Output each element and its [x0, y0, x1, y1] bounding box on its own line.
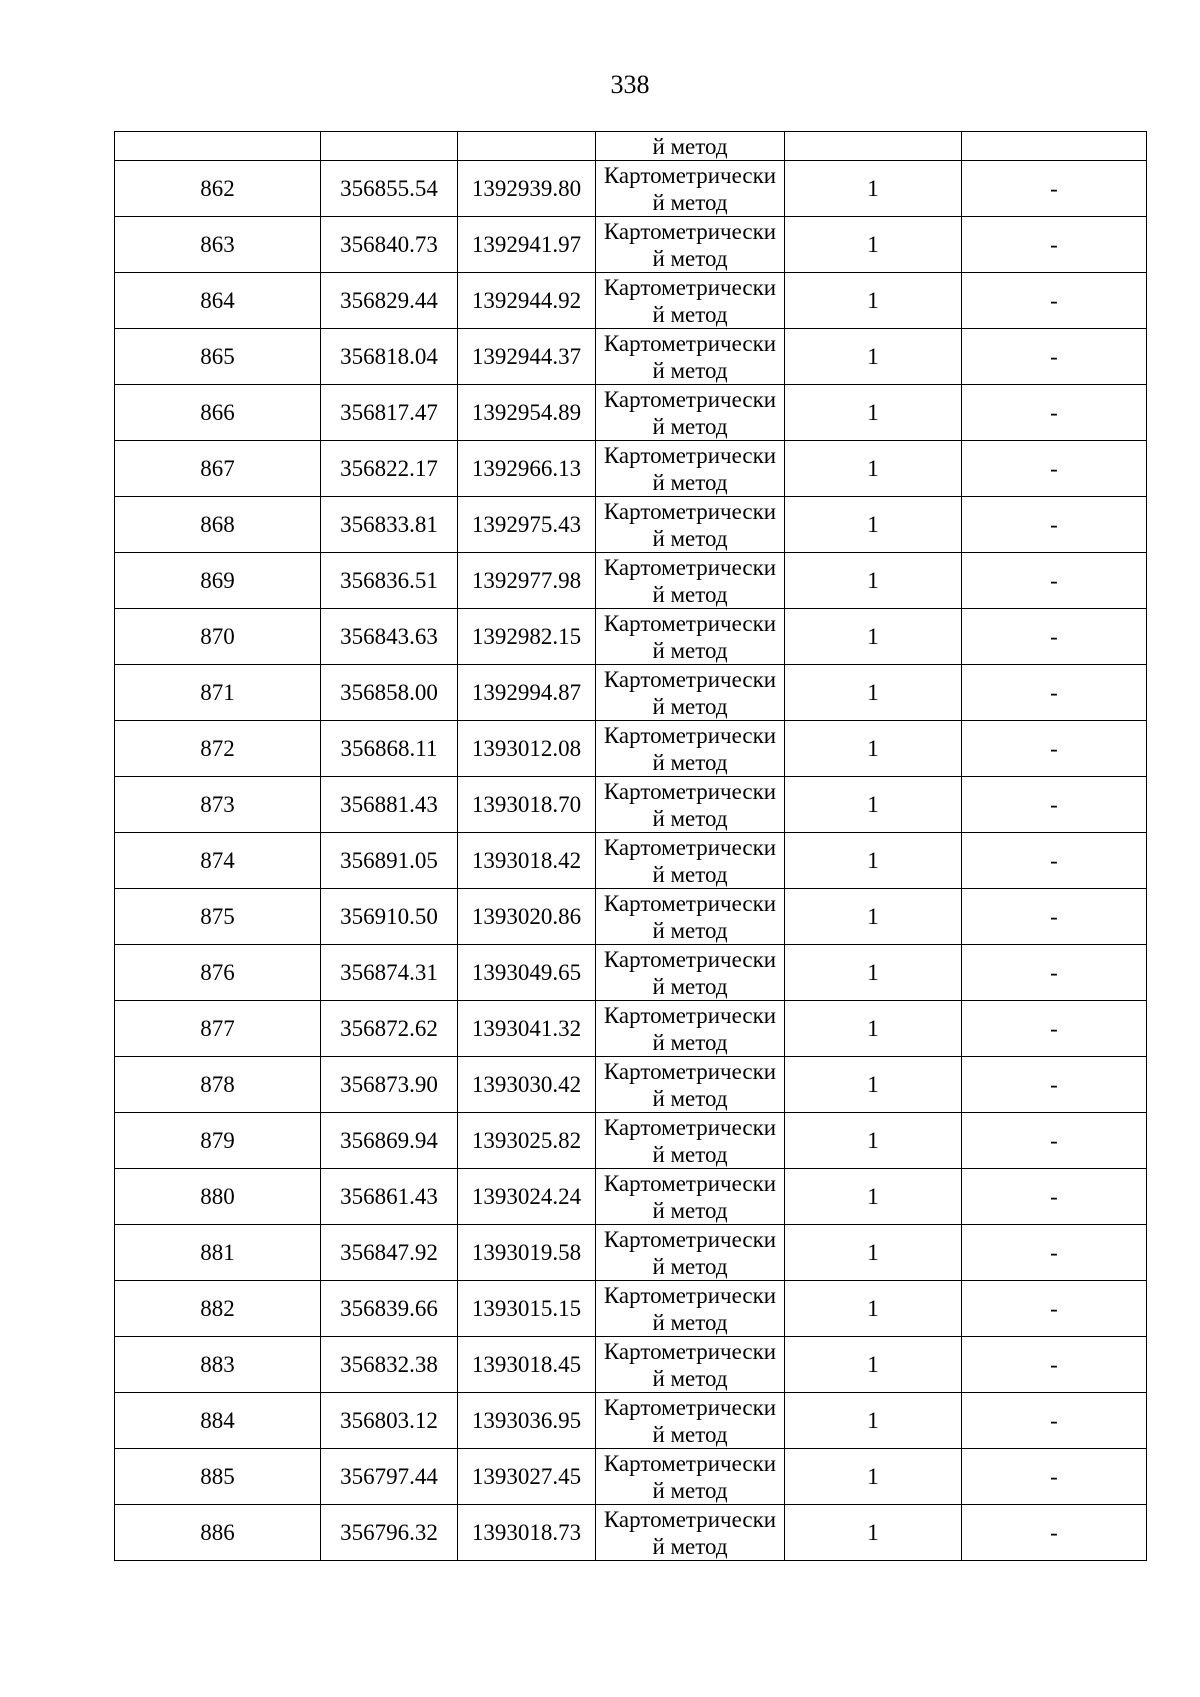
cell-point-number: 862	[115, 161, 321, 217]
cell-method	[596, 441, 785, 497]
method-line-2: й метод	[652, 357, 728, 383]
cell-accuracy: 1	[785, 217, 962, 273]
method-line-2: й метод	[652, 1477, 728, 1503]
cell-note: -	[962, 609, 1147, 665]
cell-method	[596, 1225, 785, 1281]
table-row	[115, 1281, 1147, 1337]
table-row	[115, 1057, 1147, 1113]
method-line-1: Картометрически	[603, 946, 777, 972]
cell-x: 356868.11	[321, 721, 458, 777]
method-line-2: й метод	[652, 1309, 728, 1335]
cell-x: 356818.04	[321, 329, 458, 385]
cell-x: 356891.05	[321, 833, 458, 889]
cell-point-number: 885	[115, 1449, 321, 1505]
table-row	[115, 497, 1147, 553]
method-line-2: й метод	[652, 469, 728, 495]
cell-point-number: 886	[115, 1505, 321, 1561]
cell-note: -	[962, 329, 1147, 385]
cell-y: 1393027.45	[458, 1449, 596, 1505]
cell-method	[596, 1169, 785, 1225]
table-row	[115, 385, 1147, 441]
cell-note: -	[962, 1057, 1147, 1113]
cell-note: -	[962, 273, 1147, 329]
cell-point-number: 878	[115, 1057, 321, 1113]
method-line-1: Картометрически	[603, 778, 777, 804]
cell-point-number: 871	[115, 665, 321, 721]
cell-x: 356872.62	[321, 1001, 458, 1057]
cell-point-number: 863	[115, 217, 321, 273]
table-row	[115, 1169, 1147, 1225]
cell-note: -	[962, 161, 1147, 217]
cell-point-number: 875	[115, 889, 321, 945]
table-row	[115, 1393, 1147, 1449]
cell-method	[596, 161, 785, 217]
cell-note: -	[962, 1225, 1147, 1281]
method-line-1: Картометрически	[603, 666, 777, 692]
table-row	[115, 1113, 1147, 1169]
method-line-1: Картометрически	[603, 1170, 777, 1196]
cell-point-number: 883	[115, 1337, 321, 1393]
cell-method	[596, 1337, 785, 1393]
cell-y: 1392939.80	[458, 161, 596, 217]
cell-note: -	[962, 553, 1147, 609]
cell-note: -	[962, 889, 1147, 945]
cell-y: 1393020.86	[458, 889, 596, 945]
cell-note: -	[962, 441, 1147, 497]
cell-y: 1393024.24	[458, 1169, 596, 1225]
method-line-2: й метод	[652, 1085, 728, 1111]
table-row	[115, 329, 1147, 385]
cell-x: 356874.31	[321, 945, 458, 1001]
cell-x: 356855.54	[321, 161, 458, 217]
cell-x: 356843.63	[321, 609, 458, 665]
method-line-1: Картометрически	[603, 1506, 777, 1532]
cell-x: 356839.66	[321, 1281, 458, 1337]
cell-x: 356822.17	[321, 441, 458, 497]
cell-point-number	[115, 132, 321, 161]
table-row	[115, 889, 1147, 945]
method-line-1: Картометрически	[603, 1282, 777, 1308]
method-line-2: й метод	[652, 1533, 728, 1559]
method-line-2: й метод	[652, 637, 728, 663]
cell-x: 356858.00	[321, 665, 458, 721]
method-line-1: Картометрически	[603, 890, 777, 916]
method-line-1: Картометрически	[603, 330, 777, 356]
cell-x: 356840.73	[321, 217, 458, 273]
cell-method	[596, 1057, 785, 1113]
cell-x	[321, 132, 458, 161]
method-line-2: й метод	[652, 581, 728, 607]
cell-method	[596, 1113, 785, 1169]
page-number: 338	[610, 70, 650, 99]
cell-point-number: 865	[115, 329, 321, 385]
cell-y: 1392944.37	[458, 329, 596, 385]
method-line-1: Картометрически	[603, 1002, 777, 1028]
continuation-row	[115, 132, 1147, 161]
cell-method: й метод	[596, 132, 785, 161]
cell-accuracy: 1	[785, 161, 962, 217]
cell-accuracy: 1	[785, 1225, 962, 1281]
cell-x: 356847.92	[321, 1225, 458, 1281]
cell-method	[596, 329, 785, 385]
cell-accuracy: 1	[785, 1393, 962, 1449]
cell-note: -	[962, 777, 1147, 833]
cell-note: -	[962, 1001, 1147, 1057]
cell-note: -	[962, 833, 1147, 889]
method-line-2: й метод	[652, 1253, 728, 1279]
table-row	[115, 161, 1147, 217]
method-line-2: й метод	[652, 245, 728, 271]
cell-x: 356869.94	[321, 1113, 458, 1169]
cell-x: 356833.81	[321, 497, 458, 553]
cell-point-number: 872	[115, 721, 321, 777]
method-line-1: Картометрически	[603, 442, 777, 468]
cell-y: 1393025.82	[458, 1113, 596, 1169]
cell-y: 1392941.97	[458, 217, 596, 273]
cell-x: 356817.47	[321, 385, 458, 441]
table-row	[115, 1337, 1147, 1393]
cell-accuracy: 1	[785, 833, 962, 889]
cell-y: 1393018.70	[458, 777, 596, 833]
cell-point-number: 866	[115, 385, 321, 441]
cell-method	[596, 889, 785, 945]
cell-y: 1392982.15	[458, 609, 596, 665]
cell-point-number: 879	[115, 1113, 321, 1169]
cell-x: 356873.90	[321, 1057, 458, 1113]
table-row	[115, 777, 1147, 833]
table-row	[115, 721, 1147, 777]
cell-accuracy: 1	[785, 497, 962, 553]
cell-method	[596, 777, 785, 833]
cell-point-number: 880	[115, 1169, 321, 1225]
cell-accuracy: 1	[785, 329, 962, 385]
method-line-2: й метод	[652, 1197, 728, 1223]
cell-note: -	[962, 1449, 1147, 1505]
table-row	[115, 273, 1147, 329]
cell-method	[596, 1393, 785, 1449]
cell-y: 1392966.13	[458, 441, 596, 497]
table-row	[115, 945, 1147, 1001]
method-line-2: й метод	[652, 525, 728, 551]
cell-note	[962, 132, 1147, 161]
method-line-2: й метод	[652, 1029, 728, 1055]
cell-point-number: 877	[115, 1001, 321, 1057]
method-line-1: Картометрически	[603, 1338, 777, 1364]
cell-method	[596, 1449, 785, 1505]
table-body	[115, 132, 1147, 1561]
method-line-2: й метод	[652, 749, 728, 775]
cell-point-number: 869	[115, 553, 321, 609]
cell-point-number: 873	[115, 777, 321, 833]
cell-point-number: 868	[115, 497, 321, 553]
cell-method	[596, 833, 785, 889]
cell-accuracy: 1	[785, 1449, 962, 1505]
cell-x: 356910.50	[321, 889, 458, 945]
cell-x: 356881.43	[321, 777, 458, 833]
cell-accuracy: 1	[785, 889, 962, 945]
method-line-1: Картометрически	[603, 1226, 777, 1252]
cell-note: -	[962, 1337, 1147, 1393]
method-line-1: Картометрически	[603, 162, 777, 188]
method-line-1: Картометрически	[603, 1058, 777, 1084]
method-line-2: й метод	[652, 1421, 728, 1447]
cell-accuracy: 1	[785, 1505, 962, 1561]
cell-note: -	[962, 1169, 1147, 1225]
cell-note: -	[962, 1281, 1147, 1337]
method-line-2: й метод	[652, 1365, 728, 1391]
method-line-2: й метод	[652, 413, 728, 439]
cell-y: 1393049.65	[458, 945, 596, 1001]
cell-accuracy: 1	[785, 665, 962, 721]
table-row	[115, 1449, 1147, 1505]
method-line-1: Картометрически	[603, 834, 777, 860]
table-row	[115, 553, 1147, 609]
cell-note: -	[962, 217, 1147, 273]
cell-method	[596, 665, 785, 721]
method-line-1: Картометрически	[603, 386, 777, 412]
cell-accuracy: 1	[785, 609, 962, 665]
coordinates-table	[114, 131, 1147, 1561]
method-line-2: й метод	[652, 973, 728, 999]
cell-note: -	[962, 1393, 1147, 1449]
method-line-2: й метод	[652, 1141, 728, 1167]
cell-x: 356832.38	[321, 1337, 458, 1393]
cell-method	[596, 385, 785, 441]
table-row	[115, 1505, 1147, 1561]
cell-y: 1392994.87	[458, 665, 596, 721]
cell-y: 1393036.95	[458, 1393, 596, 1449]
cell-accuracy: 1	[785, 273, 962, 329]
cell-y: 1393030.42	[458, 1057, 596, 1113]
cell-x: 356797.44	[321, 1449, 458, 1505]
cell-y: 1392944.92	[458, 273, 596, 329]
method-line-1: Картометрически	[603, 722, 777, 748]
cell-y: 1393018.42	[458, 833, 596, 889]
cell-accuracy: 1	[785, 1113, 962, 1169]
cell-accuracy: 1	[785, 1001, 962, 1057]
cell-accuracy: 1	[785, 385, 962, 441]
cell-y: 1393018.45	[458, 1337, 596, 1393]
cell-point-number: 876	[115, 945, 321, 1001]
cell-accuracy	[785, 132, 962, 161]
cell-y: 1393015.15	[458, 1281, 596, 1337]
cell-point-number: 864	[115, 273, 321, 329]
cell-point-number: 882	[115, 1281, 321, 1337]
method-line-2: й метод	[652, 301, 728, 327]
table-row	[115, 1001, 1147, 1057]
cell-point-number: 874	[115, 833, 321, 889]
cell-y: 1393018.73	[458, 1505, 596, 1561]
cell-note: -	[962, 721, 1147, 777]
method-line-2: й метод	[652, 693, 728, 719]
method-line-2: й метод	[652, 189, 728, 215]
method-line-1: Картометрически	[603, 554, 777, 580]
cell-accuracy: 1	[785, 777, 962, 833]
cell-accuracy: 1	[785, 1169, 962, 1225]
cell-method	[596, 609, 785, 665]
method-line-1: Картометрически	[603, 1450, 777, 1476]
cell-note: -	[962, 1505, 1147, 1561]
cell-note: -	[962, 665, 1147, 721]
table-row	[115, 441, 1147, 497]
method-line-2: й метод	[652, 805, 728, 831]
cell-point-number: 867	[115, 441, 321, 497]
cell-method	[596, 945, 785, 1001]
cell-y: 1392954.89	[458, 385, 596, 441]
cell-note: -	[962, 385, 1147, 441]
method-line-1: Картометрически	[603, 610, 777, 636]
cell-note: -	[962, 945, 1147, 1001]
cell-y: 1393019.58	[458, 1225, 596, 1281]
cell-point-number: 881	[115, 1225, 321, 1281]
cell-x: 356829.44	[321, 273, 458, 329]
cell-method	[596, 553, 785, 609]
cell-note: -	[962, 1113, 1147, 1169]
cell-y	[458, 132, 596, 161]
method-line-1: Картометрически	[603, 498, 777, 524]
cell-method	[596, 217, 785, 273]
table-row	[115, 217, 1147, 273]
cell-point-number: 884	[115, 1393, 321, 1449]
table-row	[115, 609, 1147, 665]
cell-y: 1393041.32	[458, 1001, 596, 1057]
cell-method	[596, 273, 785, 329]
cell-x: 356836.51	[321, 553, 458, 609]
cell-accuracy: 1	[785, 441, 962, 497]
cell-x: 356803.12	[321, 1393, 458, 1449]
table-row	[115, 833, 1147, 889]
cell-x: 356861.43	[321, 1169, 458, 1225]
cell-method	[596, 1001, 785, 1057]
method-line-1: Картометрически	[603, 218, 777, 244]
cell-accuracy: 1	[785, 553, 962, 609]
cell-accuracy: 1	[785, 1057, 962, 1113]
cell-y: 1392977.98	[458, 553, 596, 609]
cell-y: 1393012.08	[458, 721, 596, 777]
cell-x: 356796.32	[321, 1505, 458, 1561]
cell-note: -	[962, 497, 1147, 553]
method-line-1: Картометрически	[603, 1114, 777, 1140]
cell-y: 1392975.43	[458, 497, 596, 553]
method-line-2: й метод	[652, 861, 728, 887]
cell-accuracy: 1	[785, 1281, 962, 1337]
cell-point-number: 870	[115, 609, 321, 665]
cell-method	[596, 1505, 785, 1561]
method-line-2: й метод	[652, 917, 728, 943]
cell-method	[596, 1281, 785, 1337]
method-line-1: Картометрически	[603, 274, 777, 300]
cell-accuracy: 1	[785, 721, 962, 777]
table-row	[115, 665, 1147, 721]
table-row	[115, 1225, 1147, 1281]
cell-accuracy: 1	[785, 945, 962, 1001]
cell-method	[596, 721, 785, 777]
cell-accuracy: 1	[785, 1337, 962, 1393]
method-line-1: Картометрически	[603, 1394, 777, 1420]
cell-method	[596, 497, 785, 553]
